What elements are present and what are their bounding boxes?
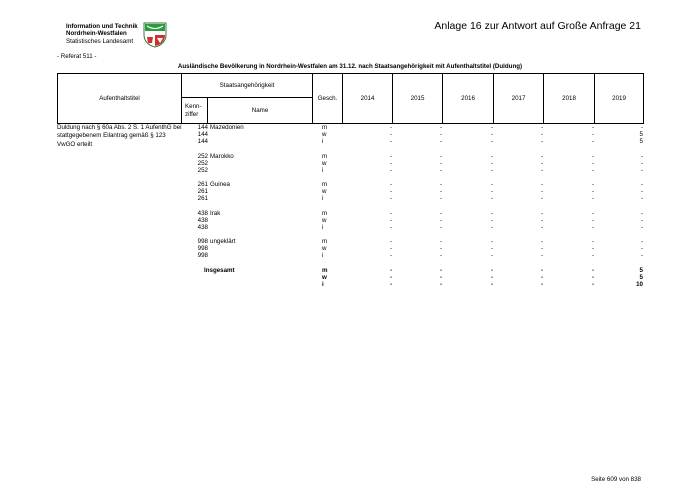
value-cell: - xyxy=(591,209,594,217)
aufenthaltstitel-cell: Duldung nach § 60a Abs. 2 S. 1 AufenthG bei stattgegebenem Eilantrag gemäß § 123 VwGO erteilt xyxy=(57,124,182,148)
col-header-kennziffer: Kenn-ziffer xyxy=(182,98,208,124)
value-cell: - xyxy=(640,181,643,188)
value-cell: - xyxy=(640,166,643,174)
value-cell: - xyxy=(439,252,442,259)
value-cell: - xyxy=(540,166,543,174)
value-cell: - xyxy=(439,195,442,202)
value-cell: - xyxy=(439,152,442,160)
kennziffer-cell: 998 xyxy=(197,252,208,259)
value-cell: - xyxy=(439,266,442,274)
value-cell: - xyxy=(490,159,493,167)
value-cell: - xyxy=(640,238,643,245)
value-cell: 5 xyxy=(639,273,643,281)
org-line2: Nordrhein-Westfalen xyxy=(66,30,127,38)
gender-cell: m xyxy=(322,209,328,217)
gender-cell: w xyxy=(322,245,327,252)
gender-cell: i xyxy=(322,195,324,202)
value-cell: - xyxy=(490,280,493,288)
gender-cell: w xyxy=(322,131,327,138)
table-row xyxy=(57,224,643,231)
nrw-crest-icon xyxy=(143,22,167,48)
kennziffer-cell: 261 xyxy=(197,181,208,188)
value-cell: - xyxy=(591,195,594,202)
table-row xyxy=(57,167,643,174)
value-cell: - xyxy=(591,152,594,160)
table-row xyxy=(57,153,643,160)
value-cell: - xyxy=(490,138,493,145)
gender-cell: w xyxy=(322,188,327,195)
table-row xyxy=(57,138,643,145)
total-row xyxy=(57,281,643,288)
value-cell: - xyxy=(490,166,493,174)
table-row xyxy=(57,217,643,224)
value-cell: - xyxy=(591,138,594,145)
value-cell: - xyxy=(389,238,392,245)
value-cell: - xyxy=(591,159,594,167)
value-cell: - xyxy=(540,131,543,138)
value-cell: 5 xyxy=(639,138,643,145)
total-row xyxy=(57,274,643,281)
gender-cell: m xyxy=(322,238,328,245)
country-name-cell: Irak xyxy=(210,209,221,217)
value-cell: - xyxy=(439,245,442,252)
col-header-year: 2019 xyxy=(595,74,644,124)
col-header-geschlecht: Gesch. xyxy=(313,74,343,124)
country-name-cell: Guinea xyxy=(210,181,230,188)
table-row xyxy=(57,210,643,217)
value-cell: - xyxy=(389,131,392,138)
value-cell: - xyxy=(389,188,392,195)
kennziffer-cell: 998 xyxy=(197,245,208,252)
gender-cell: m xyxy=(322,266,328,274)
col-header-staatsangehoerigkeit: Staatsangehörigkeit xyxy=(182,74,313,98)
gender-cell: m xyxy=(322,181,328,188)
gender-cell: i xyxy=(322,223,324,231)
kennziffer-cell: 261 xyxy=(197,188,208,195)
value-cell: - xyxy=(591,188,594,195)
kennziffer-cell: 438 xyxy=(197,209,208,217)
org-line3: Statistisches Landesamt xyxy=(66,37,134,45)
value-cell: - xyxy=(389,252,392,259)
kennziffer-cell: 252 xyxy=(197,152,208,160)
value-cell: - xyxy=(640,152,643,160)
value-cell: - xyxy=(490,124,493,131)
value-cell: - xyxy=(591,238,594,245)
value-cell: - xyxy=(439,209,442,217)
value-cell: - xyxy=(389,245,392,252)
kennziffer-cell: 144 xyxy=(197,124,208,131)
referat-label: - Referat 511 - xyxy=(57,53,97,60)
value-cell: - xyxy=(389,273,392,281)
value-cell: - xyxy=(640,124,643,131)
value-cell: - xyxy=(439,166,442,174)
value-cell: - xyxy=(640,195,643,202)
value-cell: - xyxy=(540,152,543,160)
value-cell: - xyxy=(640,159,643,167)
value-cell: - xyxy=(389,159,392,167)
country-name-cell: ungeklärt xyxy=(210,238,236,245)
country-name-cell: Marokko xyxy=(210,152,234,160)
kennziffer-cell: 438 xyxy=(197,216,208,224)
value-cell: - xyxy=(439,188,442,195)
value-cell: 5 xyxy=(639,266,643,274)
value-cell: - xyxy=(389,223,392,231)
value-cell: - xyxy=(439,280,442,288)
value-cell: - xyxy=(540,273,543,281)
value-cell: - xyxy=(389,124,392,131)
document-heading: Anlage 16 zur Antwort auf Große Anfrage 21 xyxy=(434,20,641,32)
value-cell: - xyxy=(591,124,594,131)
kennziffer-cell: 144 xyxy=(197,131,208,138)
total-label: Insgesamt xyxy=(204,266,235,274)
value-cell: - xyxy=(540,223,543,231)
value-cell: - xyxy=(439,124,442,131)
table-header xyxy=(57,73,644,124)
value-cell: - xyxy=(540,124,543,131)
value-cell: - xyxy=(640,188,643,195)
value-cell: - xyxy=(540,252,543,259)
gender-cell: i xyxy=(322,252,324,259)
value-cell: - xyxy=(439,273,442,281)
value-cell: - xyxy=(490,223,493,231)
table-row xyxy=(57,195,643,202)
value-cell: - xyxy=(490,131,493,138)
table-row xyxy=(57,131,643,138)
value-cell: - xyxy=(591,273,594,281)
value-cell: - xyxy=(591,181,594,188)
value-cell: - xyxy=(490,273,493,281)
table-row xyxy=(57,245,643,252)
value-cell: - xyxy=(540,216,543,224)
value-cell: - xyxy=(540,245,543,252)
value-cell: - xyxy=(389,138,392,145)
value-cell: - xyxy=(389,266,392,274)
col-header-year: 2017 xyxy=(494,74,544,124)
col-header-year: 2014 xyxy=(343,74,393,124)
value-cell: - xyxy=(439,216,442,224)
value-cell: - xyxy=(490,209,493,217)
kennziffer-cell: 144 xyxy=(197,138,208,145)
value-cell: 5 xyxy=(639,131,643,138)
kennziffer-cell: 252 xyxy=(197,159,208,167)
value-cell: - xyxy=(591,245,594,252)
value-cell: - xyxy=(490,195,493,202)
kennziffer-cell: 252 xyxy=(197,166,208,174)
value-cell: - xyxy=(540,209,543,217)
value-cell: - xyxy=(591,266,594,274)
value-cell: - xyxy=(640,209,643,217)
col-header-year: 2016 xyxy=(443,74,494,124)
table-row xyxy=(57,160,643,167)
value-cell: - xyxy=(540,266,543,274)
table-title: Ausländische Bevölkerung in Nordrhein-Westfalen am 31.12. nach Staatsangehörigkeit mit Aufenthaltstitel (Duldung) xyxy=(177,63,523,70)
table-row xyxy=(57,238,643,245)
value-cell: - xyxy=(389,209,392,217)
value-cell: - xyxy=(540,181,543,188)
value-cell: - xyxy=(591,252,594,259)
value-cell: - xyxy=(439,131,442,138)
table-row xyxy=(57,181,643,188)
value-cell: 10 xyxy=(636,280,643,288)
gender-cell: w xyxy=(322,159,327,167)
kennziffer-cell: 998 xyxy=(197,238,208,245)
value-cell: - xyxy=(490,188,493,195)
col-header-aufenthaltstitel: Aufenthaltstitel xyxy=(58,74,182,124)
total-row xyxy=(57,267,643,274)
value-cell: - xyxy=(540,138,543,145)
value-cell: - xyxy=(389,181,392,188)
value-cell: - xyxy=(591,166,594,174)
value-cell: - xyxy=(439,181,442,188)
value-cell: - xyxy=(640,245,643,252)
gender-cell: w xyxy=(322,273,327,281)
value-cell: - xyxy=(591,223,594,231)
value-cell: - xyxy=(540,280,543,288)
col-header-name: Name xyxy=(208,98,313,124)
value-cell: - xyxy=(490,245,493,252)
table-row xyxy=(57,188,643,195)
value-cell: - xyxy=(490,181,493,188)
value-cell: - xyxy=(540,238,543,245)
value-cell: - xyxy=(591,216,594,224)
value-cell: - xyxy=(640,252,643,259)
value-cell: - xyxy=(490,152,493,160)
table-row xyxy=(57,252,643,259)
value-cell: - xyxy=(439,138,442,145)
gender-cell: m xyxy=(322,124,328,131)
country-name-cell: Mazedonien xyxy=(210,124,244,131)
kennziffer-cell: 261 xyxy=(197,195,208,202)
value-cell: - xyxy=(439,159,442,167)
col-header-year: 2018 xyxy=(544,74,595,124)
col-header-year: 2015 xyxy=(393,74,443,124)
gender-cell: i xyxy=(322,166,324,174)
value-cell: - xyxy=(490,266,493,274)
gender-cell: w xyxy=(322,216,327,224)
value-cell: - xyxy=(540,188,543,195)
value-cell: - xyxy=(540,159,543,167)
value-cell: - xyxy=(389,152,392,160)
value-cell: - xyxy=(640,216,643,224)
value-cell: - xyxy=(389,280,392,288)
value-cell: - xyxy=(490,238,493,245)
value-cell: - xyxy=(439,238,442,245)
org-line1: Information und Technik xyxy=(66,23,138,30)
value-cell: - xyxy=(540,195,543,202)
value-cell: - xyxy=(389,216,392,224)
table-row xyxy=(57,124,643,131)
org-logo-text xyxy=(66,23,138,45)
value-cell: - xyxy=(490,252,493,259)
value-cell: - xyxy=(591,280,594,288)
value-cell: - xyxy=(389,166,392,174)
page-number: Seite 609 von 838 xyxy=(591,476,641,483)
value-cell: - xyxy=(490,216,493,224)
kennziffer-cell: 438 xyxy=(197,223,208,231)
value-cell: - xyxy=(591,131,594,138)
value-cell: - xyxy=(389,195,392,202)
value-cell: - xyxy=(640,223,643,231)
gender-cell: m xyxy=(322,152,328,160)
gender-cell: i xyxy=(322,138,324,145)
gender-cell: i xyxy=(322,280,324,288)
value-cell: - xyxy=(439,223,442,231)
